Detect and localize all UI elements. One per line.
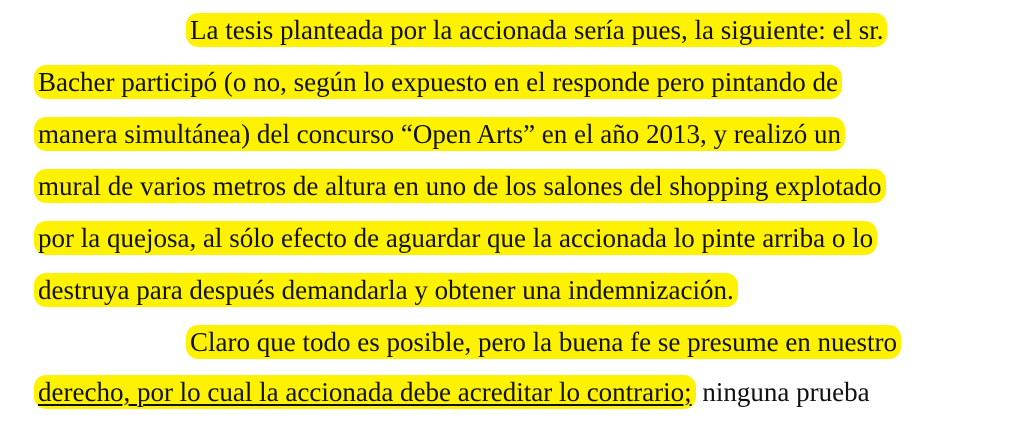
highlighted-text: mural de varios metros de altura en uno de los salones del shopping explotado	[34, 169, 886, 203]
paragraph-1-line-4	[34, 166, 994, 206]
paragraph-1-line-5	[34, 218, 994, 258]
highlighted-text: por la quejosa, al sólo efecto de aguardar que la accionada lo pinte arriba o lo	[34, 221, 877, 255]
highlighted-text: La tesis planteada por la accionada sería pues, la siguiente: el sr.	[186, 13, 887, 47]
highlighted-text: destruya para después demandarla y obtener una indemnización.	[34, 273, 738, 307]
highlighted-text: manera simultánea) del concurso “Open Arts” en el año 2013, y realizó un	[34, 117, 845, 151]
paragraph-1-line-3	[34, 114, 994, 154]
paragraph-2-line-1	[186, 322, 986, 362]
paragraph-1-line-1	[186, 10, 986, 50]
plain-text: ninguna prueba	[695, 377, 870, 407]
highlighted-text: Bacher participó (o no, según lo expuesto en el responde pero pintando de	[34, 65, 842, 99]
highlighted-underlined-text: derecho, por lo cual la accionada debe acreditar lo contrario;	[34, 375, 696, 409]
paragraph-1-line-2	[34, 62, 994, 102]
highlighted-text: Claro que todo es posible, pero la buena fe se presume en nuestro	[186, 325, 901, 359]
paragraph-2-line-2	[34, 372, 994, 412]
paragraph-1-line-6	[34, 270, 834, 310]
